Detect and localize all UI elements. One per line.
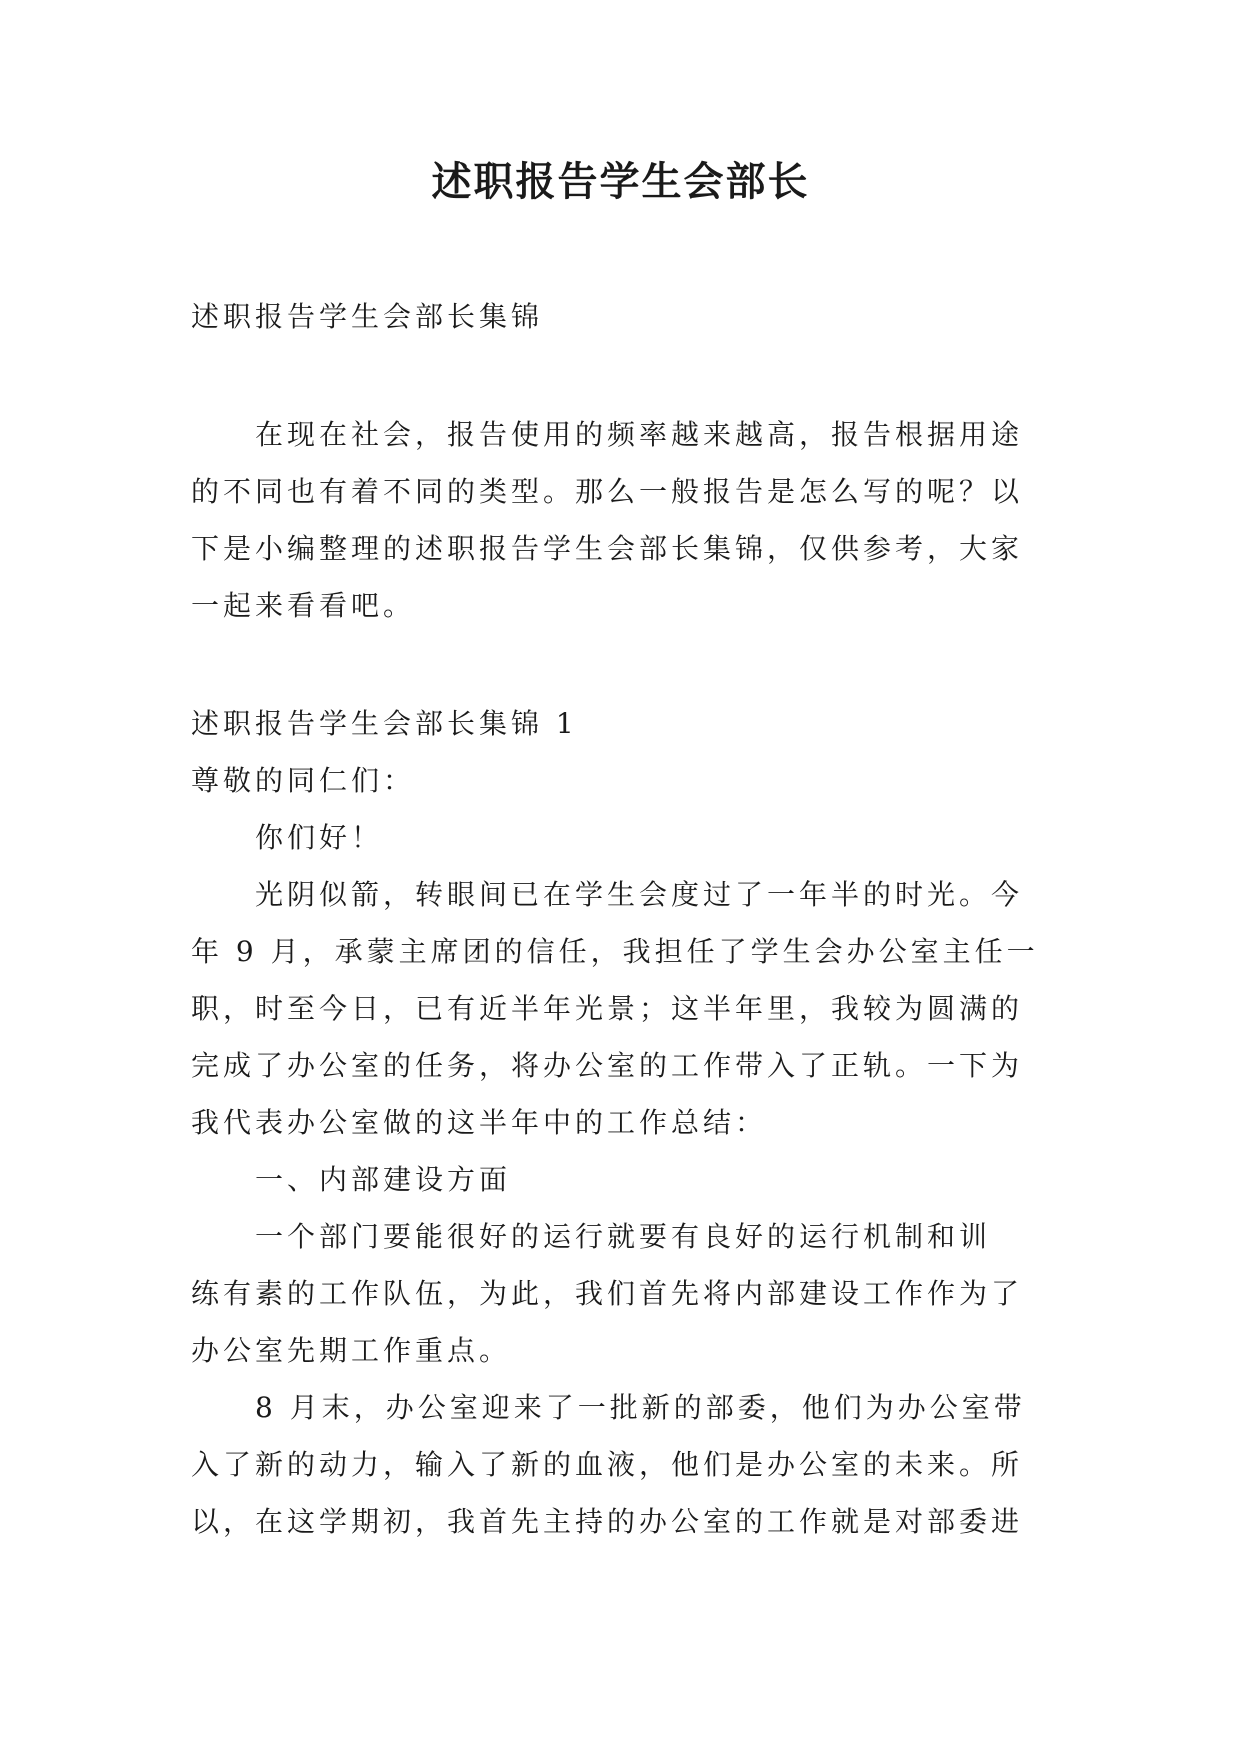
paragraph3-line: 入了新的动力，输入了新的血液，他们是办公室的未来。所: [191, 1448, 1024, 1481]
paragraph1-line: 职，时至今日，已有近半年光景；这半年里，我较为圆满的: [191, 992, 1024, 1025]
paragraph1-line: 光阴似箭，转眼间已在学生会度过了一年半的时光。今: [255, 878, 1024, 911]
section-heading: 述职报告学生会部长集锦 1: [191, 707, 578, 740]
intro-line: 下是小编整理的述职报告学生会部长集锦，仅供参考，大家: [191, 532, 1024, 565]
paragraph1-line: 年 9 月，承蒙主席团的信任，我担任了学生会办公室主任一: [191, 935, 1039, 968]
document-subtitle: 述职报告学生会部长集锦: [191, 300, 544, 333]
paragraph2-line: 练有素的工作队伍，为此，我们首先将内部建设工作作为了: [191, 1277, 1024, 1310]
paragraph2-line: 一个部门要能很好的运行就要有良好的运行机制和训: [255, 1220, 992, 1253]
paragraph1-line: 我代表办公室做的这半年中的工作总结：: [191, 1106, 768, 1139]
main-content: [191, 695, 1053, 1550]
paragraph3-line: 以，在这学期初，我首先主持的办公室的工作就是对部委进: [191, 1505, 1024, 1538]
paragraph2-line: 办公室先期工作重点。: [191, 1334, 512, 1367]
intro-line: 一起来看看吧。: [191, 589, 416, 622]
paragraph1-line: 完成了办公室的任务，将办公室的工作带入了正轨。一下为: [191, 1049, 1024, 1082]
greeting: 你们好！: [255, 821, 384, 854]
intro-line: 的不同也有着不同的类型。那么一般报告是怎么写的呢？以: [191, 475, 1024, 508]
subheading: 一、内部建设方面: [255, 1163, 512, 1196]
salutation: 尊敬的同仁们：: [191, 764, 416, 797]
intro-line: 在现在社会，报告使用的频率越来越高，报告根据用途: [255, 418, 1024, 451]
intro-paragraph: [191, 406, 1053, 634]
paragraph3-line: 8 月末，办公室迎来了一批新的部委，他们为办公室带: [255, 1391, 1026, 1424]
document-title: 述职报告学生会部长: [431, 158, 810, 205]
subtitle-block: [191, 288, 1053, 345]
